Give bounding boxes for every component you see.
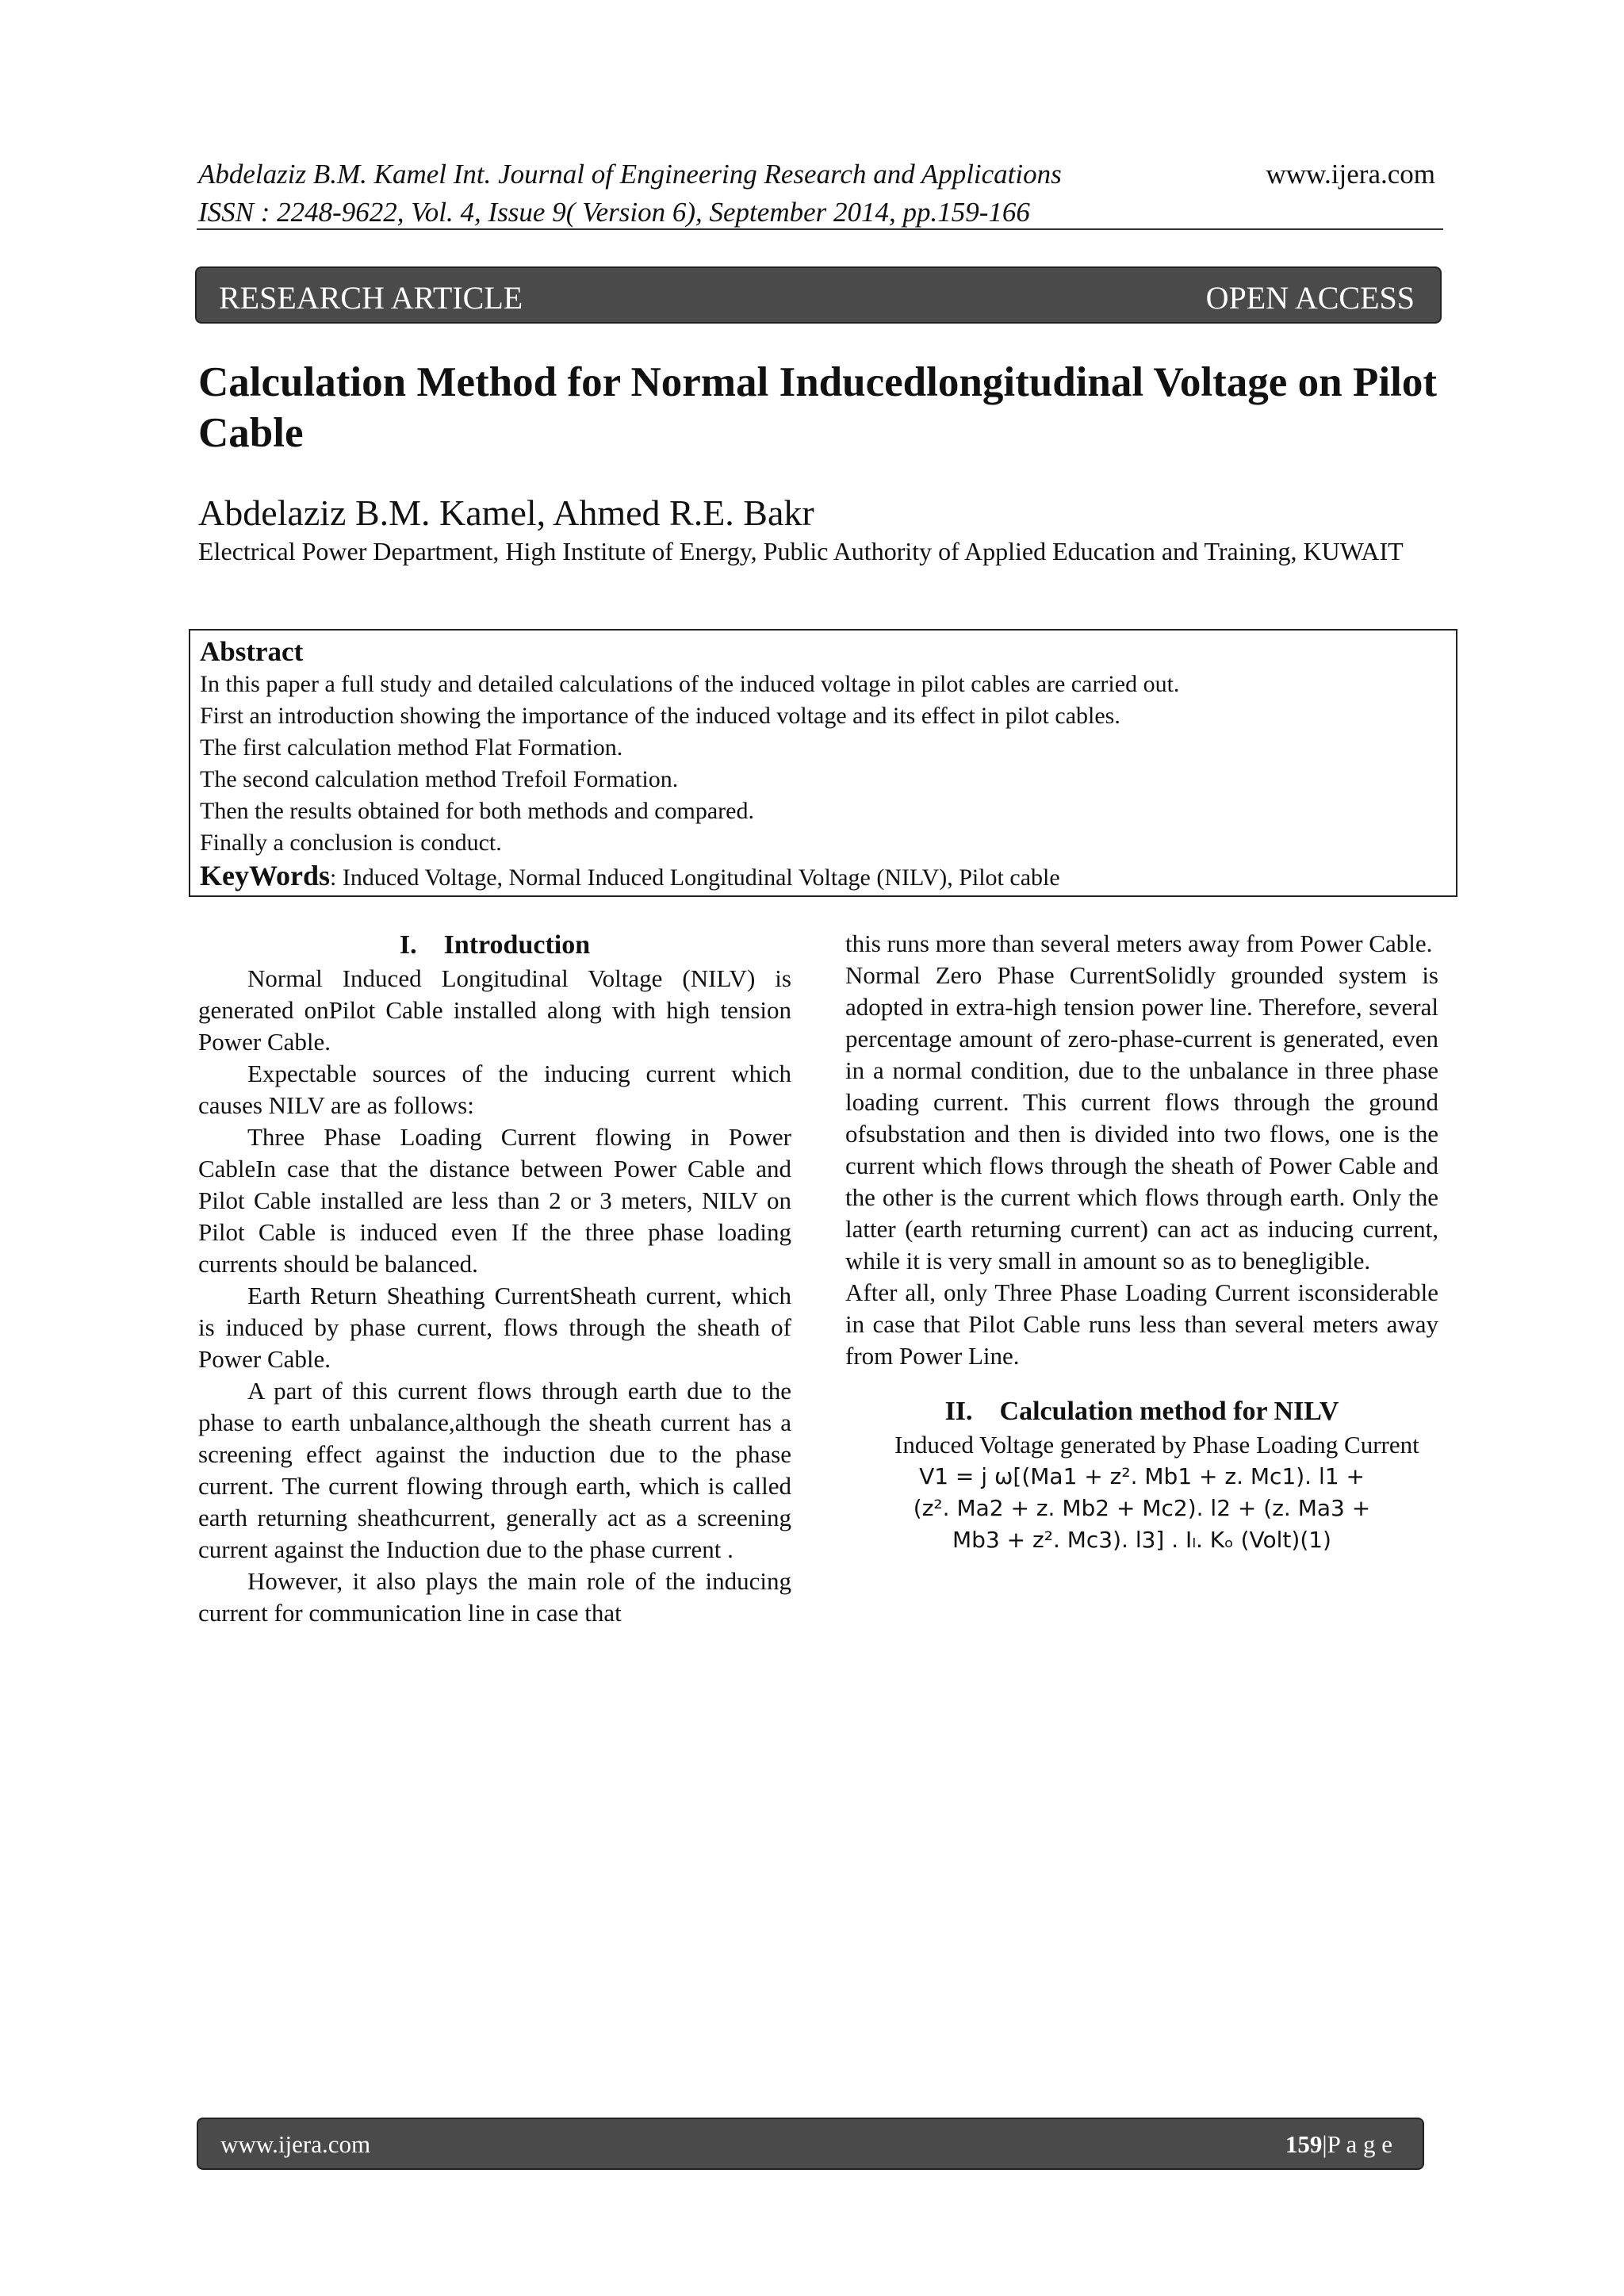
abstract-heading: Abstract <box>200 636 304 667</box>
introduction-heading: I. Introduction <box>399 930 591 960</box>
intro-paragraph: However, it also plays the main role of the inducing current for communication line in case that <box>198 1567 791 1627</box>
header-website[interactable]: www.ijera.com <box>1266 159 1435 190</box>
author-affiliation: Electrical Power Department, High Institute of Energy, Public Authority of Applied Education and Training, KUWAIT <box>198 537 1404 565</box>
equation-line: V1 = j ω[(Ma1 + z². Mb1 + z. Mc1). l1 + <box>919 1463 1365 1489</box>
abstract-line: Finally a conclusion is conduct. <box>200 830 502 856</box>
body-paragraph: Normal Zero Phase CurrentSolidly grounded system is adopted in extra-high tension power line. Therefore, several percentage amount of zero-phase-current is generated, even in a normal condition, due to the unbalance in three phase loading current. This current flows through the ground ofsubstation and then is divided into two flows, one is the current which flows through the sheath of Power Cable and the other is the current which flows through earth. Only the latter (earth returning current) can act as inducing current, while it is very small in amount so as to benegligible. <box>845 961 1438 1274</box>
intro-paragraph: Earth Return Sheathing CurrentSheath current, which is induced by phase current, flows through the sheath of Power Cable. <box>198 1282 791 1373</box>
equation-line: Mb3 + z². Mc3). l3] . Iₗ. Kₒ (Volt)(1) <box>952 1527 1331 1553</box>
body-paragraph: this runs more than several meters away from Power Cable. <box>845 930 1433 957</box>
right-column <box>845 928 1438 1556</box>
journal-line-2: ISSN : 2248-9622, Vol. 4, Issue 9( Version 6), September 2014, pp.159-166 <box>198 197 1030 228</box>
equation-line: (z². Ma2 + z. Mb2 + Mc2). l2 + (z. Ma3 + <box>913 1495 1371 1521</box>
keywords-text: : Induced Voltage, Normal Induced Longitudinal Voltage (NILV), Pilot cable <box>330 864 1060 891</box>
keywords-label: KeyWords <box>200 860 331 891</box>
header-divider <box>197 228 1443 230</box>
page-label: |P a g e <box>1322 2130 1392 2158</box>
abstract-line: In this paper a full study and detailed calculations of the induced voltage in pilot cables are carried out. <box>200 671 1180 697</box>
abstract-line: Then the results obtained for both methods and compared. <box>200 798 754 824</box>
open-access-label: OPEN ACCESS <box>1205 280 1415 316</box>
page-footer <box>197 2118 1424 2170</box>
abstract-line: The second calculation method Trefoil Formation. <box>200 766 679 792</box>
page-number: 159 <box>1285 2130 1323 2158</box>
equation-1 <box>845 1461 1438 1556</box>
calculation-intro: Induced Voltage generated by Phase Loading Current <box>894 1431 1419 1458</box>
journal-citation <box>198 155 1062 232</box>
journal-line-1: Abdelaziz B.M. Kamel Int. Journal of Engineering Research and Applications <box>198 159 1062 190</box>
abstract-box <box>189 629 1457 897</box>
abstract-line: The first calculation method Flat Formation. <box>200 734 623 761</box>
footer-page <box>1285 2130 1392 2159</box>
footer-website[interactable]: www.ijera.com <box>220 2130 371 2158</box>
keywords <box>200 859 1448 895</box>
intro-paragraph: Expectable sources of the inducing current which causes NILV are as follows: <box>198 1060 791 1119</box>
research-article-label: RESEARCH ARTICLE <box>219 280 523 316</box>
left-column <box>198 928 791 1629</box>
article-type-banner <box>195 266 1442 324</box>
paper-title: Calculation Method for Normal Inducedlongitudinal Voltage on Pilot Cable <box>198 359 1437 456</box>
paper-authors: Abdelaziz B.M. Kamel, Ahmed R.E. Bakr <box>198 493 814 533</box>
intro-paragraph: A part of this current flows through earth due to the phase to earth unbalance,although the sheath current has a screening effect against the induction due to the phase current. The current flowing through earth, which is called earth returning sheathcurrent, generally act as a screening current against the Induction due to the phase current . <box>198 1377 791 1563</box>
calculation-heading: II. Calculation method for NILV <box>944 1397 1339 1426</box>
intro-paragraph: Three Phase Loading Current flowing in Power CableIn case that the distance between Power Cable and Pilot Cable installed are less than 2 or 3 meters, NILV on Pilot Cable is induced even If the three phase loading currents should be balanced. <box>198 1123 791 1278</box>
intro-paragraph: Normal Induced Longitudinal Voltage (NILV) is generated onPilot Cable installed along with high tension Power Cable. <box>198 964 791 1056</box>
abstract-line: First an introduction showing the importance of the induced voltage and its effect in pilot cables. <box>200 703 1120 729</box>
body-paragraph: After all, only Three Phase Loading Current isconsiderable in case that Pilot Cable runs less than several meters away from Power Line. <box>845 1278 1438 1370</box>
